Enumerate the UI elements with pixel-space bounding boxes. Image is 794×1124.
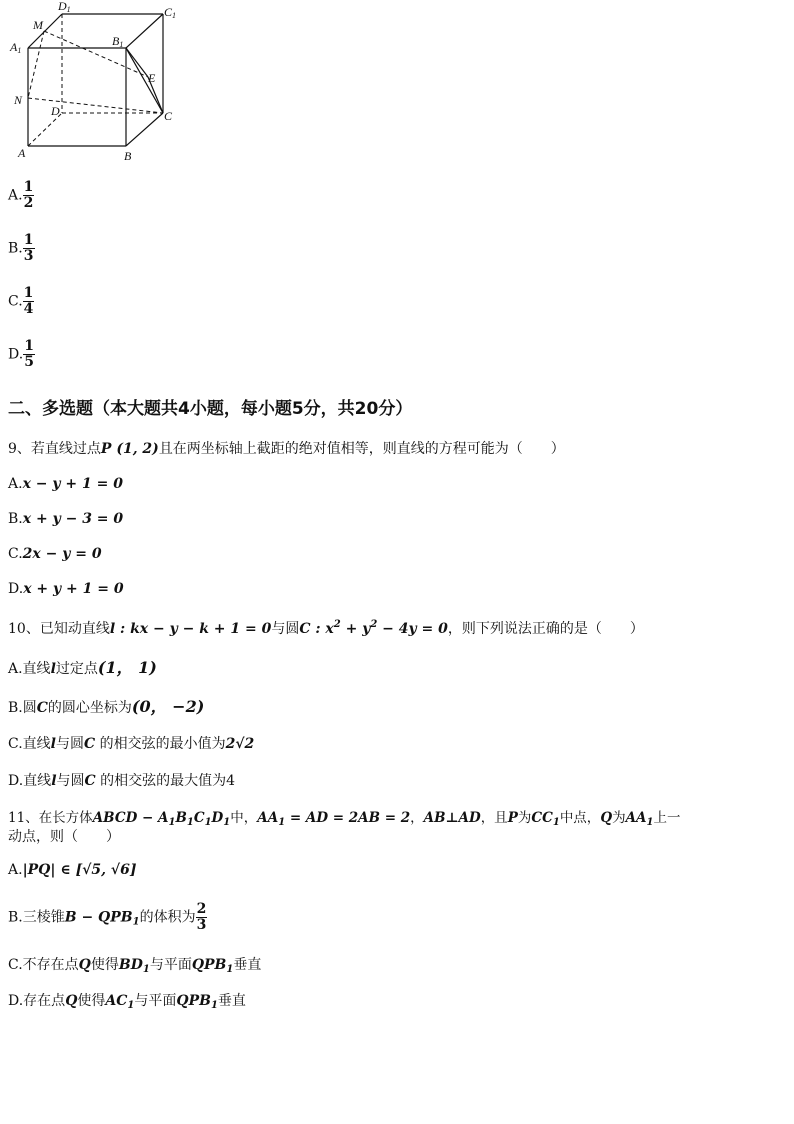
q11-option-b: B.三棱锥$B - QPB_1$的体积为 $\frac{2}{3}$	[8, 901, 207, 933]
label-e: E	[148, 71, 156, 85]
cuboid-figure	[6, 0, 186, 166]
label-d: D	[51, 104, 60, 118]
label-d1: D1	[58, 0, 71, 14]
label-c: C	[164, 109, 173, 123]
section-title: 二、多选题（本大题共4小题，每小题5分，共20分）	[8, 399, 413, 419]
q11-option-a: A.|PQ| ∈ [√5, √6]	[8, 862, 137, 878]
label-c1: C1	[164, 5, 177, 20]
label-m: M	[33, 18, 43, 32]
q8-option-a: A. $\frac{1}{2}$	[8, 179, 34, 211]
label-b: B	[124, 149, 132, 163]
label-b1: B1	[112, 34, 124, 49]
q9-option-c: C.2x − y = 0	[8, 546, 102, 562]
q11-stem-line2: 动点，则（ ）	[8, 829, 120, 845]
q10-option-c: C.直线l与圆C 的相交弦的最小值为2√2	[8, 736, 255, 752]
q11-option-d: D.存在点Q使得$AC_1$与平面$QPB_1$垂直	[8, 993, 246, 1011]
label-a1: A1	[10, 40, 22, 55]
label-n: N	[14, 93, 23, 107]
q10-option-d: D.直线l与圆C 的相交弦的最大值为4	[8, 773, 236, 789]
q10-option-a: A.直线l过定点(1， 1)	[8, 658, 157, 677]
label-a: A	[18, 146, 26, 160]
q11-option-c: C.不存在点Q使得$BD_1$与平面$QPB_1$垂直	[8, 957, 262, 975]
q9-option-d: D.x + y + 1 = 0	[8, 581, 124, 597]
q9-stem: 9、若直线过点P (1, 2)且在两坐标轴上截距的绝对值相等，则直线的方程可能为（ ）	[8, 441, 565, 457]
q9-option-a: A.x − y + 1 = 0	[8, 476, 123, 492]
q8-option-b: B. $\frac{1}{3}$	[8, 232, 34, 264]
q8-option-c: C. $\frac{1}{4}$	[8, 285, 34, 317]
q11-stem-line1: 11、在长方体ABCD − $A_1B_1C_1D_1$中，$AA_1$ = AD = 2AB = 2，AB⊥AD，且P为$CC_1$中点，Q为$AA_1$上一	[8, 810, 681, 828]
q8-option-d: D. $\frac{1}{5}$	[8, 338, 34, 370]
q10-stem: 10、已知动直线l : kx − y − k + 1 = 0与圆C : $x^2 + y^2 - 4y = 0$，则下列说法正确的是（ ）	[8, 619, 644, 637]
q10-option-b: B.圆C的圆心坐标为(0， −2)	[8, 697, 205, 716]
q9-option-b: B.x + y − 3 = 0	[8, 511, 124, 527]
